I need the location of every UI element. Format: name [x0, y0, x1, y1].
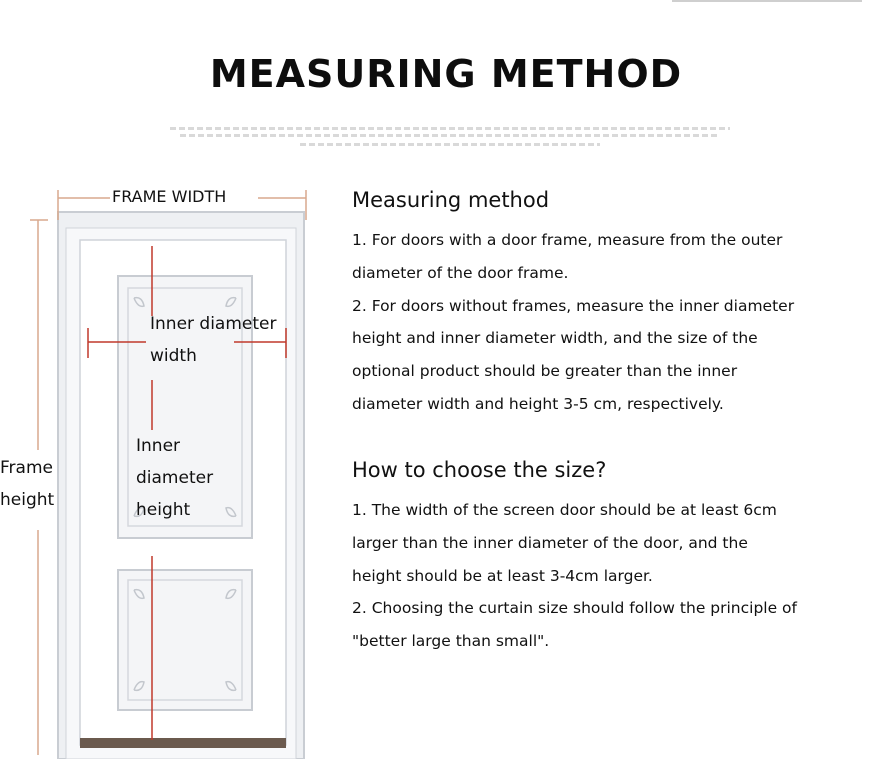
decorative-fine-print [300, 143, 600, 146]
choose-heading: How to choose the size? [352, 458, 607, 482]
measuring-line: optional product should be greater than the inner [352, 362, 738, 381]
measuring-heading: Measuring method [352, 188, 550, 212]
measuring-line: diameter of the door frame. [352, 263, 569, 282]
decorative-fine-print [170, 127, 730, 130]
measuring-line: diameter width and height 3-5 cm, respectively. [352, 394, 724, 413]
inner-height-label-line: Inner [136, 436, 181, 456]
page-title: MEASURING METHOD [209, 52, 683, 96]
lower-panel [118, 570, 252, 710]
inner-height-label-line: height [136, 500, 191, 520]
inner-height-label [136, 430, 213, 526]
frame-height-label-line: Frame [0, 458, 53, 478]
frame-height-label [0, 452, 54, 516]
door-diagram [0, 180, 330, 759]
top-edge-line [672, 0, 862, 2]
choose-line: 2. Choosing the curtain size should follow the principle of [352, 599, 797, 618]
inner-width-label-line: width [150, 346, 197, 366]
decorative-fine-print [180, 134, 720, 137]
inner-width-label-line: Inner diameter [150, 314, 277, 334]
measuring-line: 1. For doors with a door frame, measure from the outer [352, 231, 783, 249]
frame-width-label: FRAME WIDTH [112, 187, 227, 206]
measuring-line: 2. For doors without frames, measure the inner diameter [352, 296, 795, 315]
inner-height-label-line: diameter [136, 468, 214, 488]
measuring-body [352, 224, 892, 421]
choose-line: "better large than small". [352, 632, 550, 651]
frame-height-label-line: height [0, 490, 55, 510]
door-floor [80, 738, 286, 748]
choose-line: height should be at least 3-4cm larger. [352, 566, 653, 585]
choose-body [352, 494, 892, 658]
measuring-line: height and inner diameter width, and the size of the [352, 329, 758, 348]
choose-line: larger than the inner diameter of the door, and the [352, 533, 748, 552]
choose-line: 1. The width of the screen door should be at least 6cm [352, 501, 777, 519]
inner-width-label [150, 308, 276, 372]
